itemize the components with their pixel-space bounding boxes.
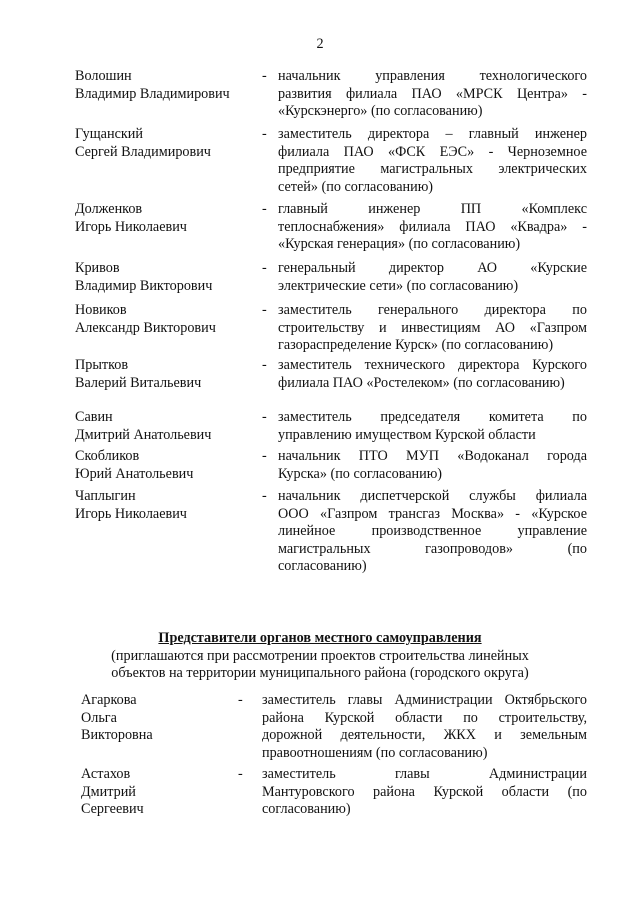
person-name-line: Валерий Витальевич	[75, 374, 202, 391]
dash-separator: -	[262, 409, 267, 425]
position-line: начальник диспетчерской службы филиала	[278, 488, 587, 504]
person-position	[278, 357, 587, 392]
position-line: начальник управления технологического	[278, 68, 587, 84]
person-name-line: Агаркова	[81, 692, 137, 708]
dash-separator: -	[238, 766, 243, 782]
dash-separator: -	[262, 357, 267, 373]
dash-separator: -	[262, 260, 267, 276]
position-line: управлению имуществом Курской области	[278, 426, 536, 443]
position-line: «Курскэнерго» (по согласованию)	[278, 103, 483, 119]
section-title: Представители органов местного самоуправления	[158, 630, 482, 646]
person-position	[278, 302, 587, 355]
dash-separator: -	[262, 488, 267, 504]
position-line: теплоснабжения» филиала ПАО «Квадра» -	[278, 218, 587, 235]
person-name	[75, 201, 187, 236]
dash-separator: -	[262, 68, 267, 84]
section-subtitle-line-2: объектов на территории муниципального района (городского округа)	[111, 665, 529, 681]
person-name	[81, 766, 144, 819]
position-line: строительству и инвестициям АО «Газпром	[278, 319, 587, 336]
position-line: филиала ПАО «Ростелеком» (по согласованию)	[278, 374, 565, 391]
person-name-line: Владимир Викторович	[75, 277, 213, 294]
position-line: газораспределение Курск» (по согласованию)	[278, 337, 554, 353]
person-name-line: Юрий Анатольевич	[75, 465, 194, 482]
position-line: дорожной деятельности, ЖКХ и земельным	[262, 727, 587, 743]
person-position	[278, 260, 587, 295]
position-line: района Курской области по строительству,	[262, 709, 587, 726]
position-line: заместитель генерального директора по	[278, 302, 587, 318]
position-line: «Курская генерация» (по согласованию)	[278, 236, 521, 252]
dash-separator: -	[262, 201, 267, 217]
position-line: линейное производственное управление	[278, 523, 587, 539]
section-header	[0, 630, 640, 683]
section-subtitle-line-1: (приглашаются при рассмотрении проектов строительства линейных	[111, 647, 529, 664]
position-line: филиала ПАО «ФСК ЕЭС» - Черноземное	[278, 143, 587, 160]
dash-separator: -	[262, 126, 267, 142]
position-line: генеральный директор АО «Курские	[278, 260, 587, 276]
person-name	[75, 488, 187, 523]
dash-separator: -	[262, 302, 267, 318]
position-line: заместитель председателя комитета по	[278, 409, 587, 425]
person-name-line: Игорь Николаевич	[75, 218, 187, 235]
person-name-line: Дмитрий Анатольевич	[75, 426, 212, 443]
person-name-line: Ольга	[81, 709, 117, 726]
person-name-line: Долженков	[75, 201, 143, 217]
dash-separator: -	[238, 692, 243, 708]
person-position	[278, 488, 587, 576]
person-name-line: Кривов	[75, 260, 120, 276]
person-name-line: Сергей Владимирович	[75, 143, 211, 160]
person-name-line: Сергеевич	[81, 801, 144, 817]
position-line: заместитель главы Администрации	[262, 766, 587, 782]
person-position	[278, 201, 587, 254]
person-name	[75, 260, 212, 295]
position-line: предприятие магистральных электрических	[278, 161, 587, 177]
position-line: ООО «Газпром трансгаз Москва» - «Курское	[278, 505, 587, 522]
person-name	[75, 357, 201, 392]
person-name-line: Александр Викторович	[75, 319, 216, 336]
person-name-line: Владимир Владимирович	[75, 85, 230, 102]
position-line: магистральных газопроводов» (по	[278, 540, 587, 557]
position-line: главный инженер ПП «Комплекс	[278, 201, 587, 217]
position-line: начальник ПТО МУП «Водоканал города	[278, 448, 587, 464]
position-line: Курска» (по согласованию)	[278, 465, 443, 482]
person-name	[75, 448, 193, 483]
position-line: согласованию)	[278, 558, 367, 574]
position-line: заместитель технического директора Курского	[278, 357, 587, 373]
person-name-line: Астахов	[81, 766, 131, 782]
position-line: электрические сети» (по согласованию)	[278, 277, 519, 294]
person-name-line: Прытков	[75, 357, 129, 373]
dash-separator: -	[262, 448, 267, 464]
position-line: согласованию)	[262, 801, 351, 817]
person-name-line: Новиков	[75, 302, 127, 318]
person-position	[278, 448, 587, 483]
person-position	[278, 68, 587, 121]
position-line: правоотношениям (по согласованию)	[262, 744, 488, 761]
person-name-line: Волошин	[75, 68, 132, 84]
page-number: 2	[316, 36, 324, 52]
position-line: Мантуровского района Курской области (по	[262, 783, 587, 800]
person-name-line: Скобликов	[75, 448, 140, 464]
person-name-line: Игорь Николаевич	[75, 505, 187, 522]
person-position	[262, 692, 587, 762]
position-line: заместитель главы Администрации Октябрьского	[262, 692, 587, 708]
person-name	[75, 126, 211, 161]
position-line: сетей» (по согласованию)	[278, 178, 434, 195]
person-name-line: Чаплыгин	[75, 488, 136, 504]
person-name	[75, 302, 216, 337]
person-name-line: Савин	[75, 409, 113, 425]
person-name-line: Дмитрий	[81, 783, 136, 800]
person-name-line: Гущанский	[75, 126, 143, 142]
person-name	[75, 68, 230, 103]
position-line: развития филиала ПАО «МРСК Центра» -	[278, 85, 587, 102]
person-name	[75, 409, 211, 444]
position-line: заместитель директора – главный инженер	[278, 126, 587, 142]
person-position	[278, 409, 587, 444]
person-name	[81, 692, 153, 745]
person-name-line: Викторовна	[81, 727, 153, 743]
person-position	[278, 126, 587, 196]
person-position	[262, 766, 587, 819]
